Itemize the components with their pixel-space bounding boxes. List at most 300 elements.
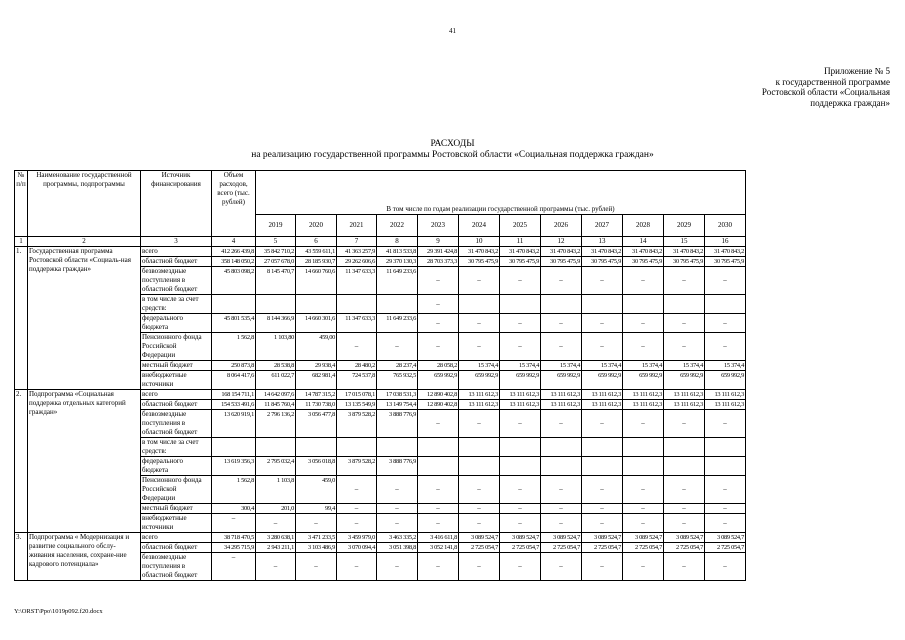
year-value: 11 845 760,4: [256, 400, 296, 410]
year-value: 28 480,2: [337, 361, 377, 371]
year-value: 3 089 524,7: [705, 533, 746, 543]
year-value: –: [705, 333, 746, 361]
column-number: 16: [705, 237, 746, 247]
year-value: –: [705, 476, 746, 504]
year-value: [337, 438, 377, 457]
year-value: –: [377, 553, 418, 581]
year-value: 29 391 424,8: [418, 247, 459, 257]
year-value: 30 795 475,9: [664, 257, 705, 267]
header-year: 2022: [377, 215, 418, 237]
year-value: 35 842 710,2: [256, 247, 296, 257]
year-value: –: [418, 553, 459, 581]
year-value: 30 795 475,9: [582, 257, 623, 267]
year-value: 27 057 678,0: [256, 257, 296, 267]
year-value: 659 992,9: [705, 371, 746, 390]
year-value: 13 111 612,3: [582, 400, 623, 410]
year-value: 28 538,8: [256, 361, 296, 371]
column-number: 5: [256, 237, 296, 247]
year-value: 3 280 638,1: [256, 533, 296, 543]
column-number: 11: [500, 237, 541, 247]
header-year: 2030: [705, 215, 746, 237]
year-value: 659 992,9: [459, 371, 500, 390]
funding-source: в том числе за счет средств:: [141, 438, 212, 457]
year-value: –: [337, 333, 377, 361]
year-value: –: [623, 553, 664, 581]
column-number: 3: [141, 237, 212, 247]
year-value: 30 795 475,9: [541, 257, 582, 267]
year-value: 11 649 233,6: [377, 314, 418, 333]
year-value: 13 111 612,3: [623, 400, 664, 410]
page-number: 41: [449, 27, 456, 35]
appendix-line: поддержка граждан»: [810, 97, 890, 108]
header-num: № п/п: [15, 171, 28, 237]
year-value: –: [705, 514, 746, 533]
year-value: –: [459, 314, 500, 333]
year-value: –: [459, 333, 500, 361]
year-value: –: [337, 553, 377, 581]
year-value: 31 470 843,2: [500, 247, 541, 257]
year-value: –: [664, 410, 705, 438]
year-value: –: [705, 267, 746, 295]
year-value: [459, 457, 500, 476]
funding-source: всего: [141, 247, 212, 257]
year-value: [664, 438, 705, 457]
expenses-table: [14, 170, 746, 581]
year-value: [582, 438, 623, 457]
document-title: [0, 139, 905, 161]
year-value: 13 111 612,3: [705, 390, 746, 400]
header-year: 2028: [623, 215, 664, 237]
year-value: 3 052 141,8: [418, 543, 459, 553]
year-value: 14 642 097,6: [256, 390, 296, 400]
year-value: –: [541, 333, 582, 361]
year-value: 30 795 475,9: [623, 257, 664, 267]
year-value: 8 144 366,9: [256, 314, 296, 333]
year-value: 2 795 032,4: [256, 457, 296, 476]
year-value: 15 374,4: [500, 361, 541, 371]
total-value: 34 295 715,9: [212, 543, 256, 553]
year-value: –: [541, 514, 582, 533]
year-value: [664, 295, 705, 314]
year-value: –: [541, 553, 582, 581]
funding-source: Пенсионного фонда Российской Федерации: [141, 333, 212, 361]
total-value: 13 620 919,1: [212, 410, 256, 438]
year-value: 3 103 486,9: [296, 543, 337, 553]
year-value: –: [541, 476, 582, 504]
year-value: –: [582, 267, 623, 295]
year-value: 13 111 612,3: [664, 400, 705, 410]
year-value: 13 111 612,3: [664, 390, 705, 400]
total-value: 45 801 535,4: [212, 314, 256, 333]
appendix-block: [690, 66, 890, 108]
year-value: 3 471 233,5: [296, 533, 337, 543]
year-value: 14 660 760,6: [296, 267, 337, 295]
year-value: 2 725 054,7: [459, 543, 500, 553]
funding-source: безвозмездные поступления в областной бюджет: [141, 410, 212, 438]
year-value: –: [500, 504, 541, 514]
year-value: –: [256, 553, 296, 581]
row-number: 2.: [15, 390, 28, 533]
year-value: 3 089 524,7: [664, 533, 705, 543]
year-value: –: [500, 476, 541, 504]
year-value: –: [418, 267, 459, 295]
year-value: 3 879 528,2: [337, 410, 377, 438]
year-value: [623, 295, 664, 314]
year-value: 30 795 475,9: [500, 257, 541, 267]
year-value: 3 888 776,9: [377, 457, 418, 476]
column-number: 14: [623, 237, 664, 247]
year-value: 13 111 612,3: [500, 400, 541, 410]
year-value: [418, 438, 459, 457]
year-value: 2 725 054,7: [705, 543, 746, 553]
funding-source: всего: [141, 390, 212, 400]
year-value: 31 470 843,2: [459, 247, 500, 257]
year-value: –: [418, 504, 459, 514]
header-year: 2025: [500, 215, 541, 237]
year-value: 15 374,4: [705, 361, 746, 371]
title-subline: на реализацию государственной программы Ростовской области «Социальная поддержка граждан»: [251, 150, 654, 160]
year-value: 11 347 633,3: [337, 267, 377, 295]
year-value: –: [623, 333, 664, 361]
year-value: 13 111 612,3: [541, 390, 582, 400]
year-value: –: [541, 314, 582, 333]
year-value: 43 559 611,1: [296, 247, 337, 257]
year-value: –: [582, 504, 623, 514]
year-value: 659 992,9: [623, 371, 664, 390]
year-value: 459,0: [296, 476, 337, 504]
year-value: 17 038 531,3: [377, 390, 418, 400]
year-value: [582, 457, 623, 476]
year-value: 2 796 136,2: [256, 410, 296, 438]
year-value: –: [623, 514, 664, 533]
year-value: [541, 295, 582, 314]
funding-source: внебюджетные источники: [141, 371, 212, 390]
year-value: –: [664, 314, 705, 333]
table-row: [15, 390, 746, 400]
year-value: [296, 438, 337, 457]
header-total: Объем расходов, всего (тыс. рублей): [212, 171, 256, 237]
year-value: –: [582, 514, 623, 533]
funding-source: местный бюджет: [141, 361, 212, 371]
year-value: 459,00: [296, 333, 337, 361]
year-value: –: [500, 267, 541, 295]
year-value: –: [623, 504, 664, 514]
year-value: 13 111 612,3: [705, 400, 746, 410]
program-name: Государственная программа Ростовской области «Социаль-ная поддержка граждан»: [28, 247, 141, 390]
year-value: 11 649 233,6: [377, 267, 418, 295]
year-value: 3 416 611,8: [418, 533, 459, 543]
year-value: 30 795 475,9: [459, 257, 500, 267]
year-value: 659 992,9: [418, 371, 459, 390]
total-value: 300,4: [212, 504, 256, 514]
year-value: [337, 295, 377, 314]
year-value: 15 374,4: [541, 361, 582, 371]
year-value: 659 992,9: [582, 371, 623, 390]
funding-source: областной бюджет: [141, 543, 212, 553]
year-value: –: [582, 410, 623, 438]
total-value: [212, 295, 256, 314]
year-value: –: [418, 314, 459, 333]
year-value: –: [296, 514, 337, 533]
year-value: 3 879 528,2: [337, 457, 377, 476]
year-value: –: [623, 314, 664, 333]
year-value: [500, 438, 541, 457]
year-value: 611 022,7: [256, 371, 296, 390]
year-value: –: [541, 504, 582, 514]
year-value: –: [459, 504, 500, 514]
column-number: 15: [664, 237, 705, 247]
year-value: 30 795 475,9: [705, 257, 746, 267]
year-value: –: [664, 333, 705, 361]
year-value: –: [377, 504, 418, 514]
year-value: 3 056 018,8: [296, 457, 337, 476]
year-value: [377, 438, 418, 457]
total-value: 412 266 439,8: [212, 247, 256, 257]
header-source: Источник финансирования: [141, 171, 212, 237]
total-value: 154 533 491,6: [212, 400, 256, 410]
year-value: 682 981,4: [296, 371, 337, 390]
funding-source: местный бюджет: [141, 504, 212, 514]
year-value: –: [337, 514, 377, 533]
year-value: –: [418, 514, 459, 533]
year-value: [377, 295, 418, 314]
year-value: 3 051 398,8: [377, 543, 418, 553]
year-value: 31 470 843,2: [541, 247, 582, 257]
year-value: 31 470 843,2: [623, 247, 664, 257]
year-value: [459, 438, 500, 457]
column-number: 6: [296, 237, 337, 247]
header-years-group: В том числе по годам реализации государственной программы (тыс. рублей): [256, 171, 746, 215]
year-value: –: [377, 514, 418, 533]
column-number: 2: [28, 237, 141, 247]
year-value: –: [459, 410, 500, 438]
header-name: Наименование государственной программы, подпрограммы: [28, 171, 141, 237]
column-number: 7: [337, 237, 377, 247]
total-value: 45 803 098,2: [212, 267, 256, 295]
year-value: –: [582, 333, 623, 361]
year-value: 13 149 754,4: [377, 400, 418, 410]
year-value: 15 374,4: [623, 361, 664, 371]
total-value: –: [212, 553, 256, 581]
year-value: 659 992,9: [664, 371, 705, 390]
year-value: –: [418, 476, 459, 504]
year-value: –: [459, 514, 500, 533]
total-value: 358 148 050,2: [212, 257, 256, 267]
year-value: –: [377, 476, 418, 504]
program-name: Подпрограмма «Социальная поддержка отдельных категорий граждан»: [28, 390, 141, 533]
program-name: Подпрограмма « Модернизация и развитие социального обслу-живания населения, сохране-ние кадрового потенциала»: [28, 533, 141, 581]
year-value: 2 725 054,7: [541, 543, 582, 553]
year-value: –: [377, 333, 418, 361]
header-year: 2027: [582, 215, 623, 237]
year-value: 13 111 612,3: [500, 390, 541, 400]
year-value: –: [500, 514, 541, 533]
year-value: 15 374,4: [459, 361, 500, 371]
year-value: 14 660 301,6: [296, 314, 337, 333]
year-value: 11 730 738,0: [296, 400, 337, 410]
year-value: –: [664, 514, 705, 533]
year-value: 31 470 843,2: [664, 247, 705, 257]
column-number: 1: [15, 237, 28, 247]
year-value: 13 111 612,3: [459, 400, 500, 410]
year-value: –: [582, 314, 623, 333]
column-number: 13: [582, 237, 623, 247]
total-value: 13 619 356,3: [212, 457, 256, 476]
year-value: 41 363 257,9: [337, 247, 377, 257]
year-value: [541, 438, 582, 457]
header-year: 2029: [664, 215, 705, 237]
funding-source: внебюджетные источники: [141, 514, 212, 533]
year-value: 8 145 470,7: [256, 267, 296, 295]
year-value: 29 938,4: [296, 361, 337, 371]
year-value: [296, 295, 337, 314]
header-year: 2023: [418, 215, 459, 237]
funding-source: федерального бюджета: [141, 457, 212, 476]
year-value: –: [664, 504, 705, 514]
year-value: 659 992,9: [500, 371, 541, 390]
column-number: 4: [212, 237, 256, 247]
year-value: 3 089 524,7: [541, 533, 582, 543]
year-value: [500, 457, 541, 476]
year-value: 3 070 094,4: [337, 543, 377, 553]
year-value: 13 111 612,3: [541, 400, 582, 410]
year-value: 31 470 843,2: [582, 247, 623, 257]
year-value: 3 089 524,7: [459, 533, 500, 543]
year-value: 29 262 606,6: [337, 257, 377, 267]
year-value: 28 703 373,3: [418, 257, 459, 267]
total-value: 1 562,8: [212, 333, 256, 361]
column-number: 8: [377, 237, 418, 247]
funding-source: всего: [141, 533, 212, 543]
year-value: [705, 457, 746, 476]
year-value: 2 725 054,7: [582, 543, 623, 553]
year-value: –: [664, 476, 705, 504]
year-value: 1 103,8: [256, 476, 296, 504]
row-number: 3.: [15, 533, 28, 581]
year-value: –: [664, 553, 705, 581]
total-value: [212, 438, 256, 457]
year-value: [256, 295, 296, 314]
year-value: –: [705, 553, 746, 581]
total-value: 38 718 470,5: [212, 533, 256, 543]
year-value: –: [337, 504, 377, 514]
year-value: 31 470 843,2: [705, 247, 746, 257]
year-value: 3 089 524,7: [623, 533, 664, 543]
year-value: [664, 457, 705, 476]
year-value: 765 932,5: [377, 371, 418, 390]
year-value: [459, 295, 500, 314]
title-line: РАСХОДЫ: [430, 139, 475, 149]
year-value: [705, 295, 746, 314]
year-value: –: [582, 553, 623, 581]
year-value: [541, 457, 582, 476]
year-value: 13 111 612,3: [623, 390, 664, 400]
year-value: 659 992,9: [541, 371, 582, 390]
year-value: –: [296, 553, 337, 581]
year-value: 12 890 402,8: [418, 400, 459, 410]
year-value: 2 725 054,7: [623, 543, 664, 553]
year-value: –: [582, 476, 623, 504]
year-value: –: [500, 410, 541, 438]
total-value: –: [212, 514, 256, 533]
funding-source: федерального бюджета: [141, 314, 212, 333]
year-value: 28 185 930,7: [296, 257, 337, 267]
year-value: –: [541, 410, 582, 438]
appendix-line: к государственной программе: [775, 76, 890, 87]
year-value: –: [256, 514, 296, 533]
column-number: 10: [459, 237, 500, 247]
funding-source: областной бюджет: [141, 400, 212, 410]
appendix-line: Приложение № 5: [824, 66, 890, 76]
year-value: –: [500, 314, 541, 333]
funding-source: безвозмездные поступления в областной бюджет: [141, 267, 212, 295]
header-year: 2020: [296, 215, 337, 237]
year-value: –: [500, 553, 541, 581]
table-row: [15, 533, 746, 543]
row-number: 1.: [15, 247, 28, 390]
year-value: –: [418, 333, 459, 361]
year-value: 29 370 130,3: [377, 257, 418, 267]
year-value: 201,0: [256, 504, 296, 514]
total-value: 1 562,8: [212, 476, 256, 504]
year-value: 3 089 524,7: [500, 533, 541, 543]
table-row: [15, 247, 746, 257]
year-value: 2 943 211,1: [256, 543, 296, 553]
year-value: 1 103,80: [256, 333, 296, 361]
funding-source: областной бюджет: [141, 257, 212, 267]
year-value: [623, 438, 664, 457]
year-value: 13 111 612,3: [459, 390, 500, 400]
header-year: 2024: [459, 215, 500, 237]
year-value: –: [337, 476, 377, 504]
funding-source: безвозмездные поступления в областной бюджет: [141, 553, 212, 581]
year-value: [256, 438, 296, 457]
funding-source: в том числе за счет средств:: [141, 295, 212, 314]
year-value: 13 111 612,3: [582, 390, 623, 400]
year-value: –: [500, 333, 541, 361]
year-value: –: [459, 476, 500, 504]
header-year: 2026: [541, 215, 582, 237]
total-value: 168 154 711,1: [212, 390, 256, 400]
year-value: –: [623, 267, 664, 295]
column-number: 9: [418, 237, 459, 247]
year-value: –: [459, 267, 500, 295]
year-value: 11 347 633,3: [337, 314, 377, 333]
year-value: 15 374,4: [582, 361, 623, 371]
header-year: 2019: [256, 215, 296, 237]
year-value: –: [418, 295, 459, 314]
year-value: 14 787 315,2: [296, 390, 337, 400]
year-value: –: [664, 267, 705, 295]
year-value: 17 015 078,1: [337, 390, 377, 400]
year-value: 3 888 776,9: [377, 410, 418, 438]
header-year: 2021: [337, 215, 377, 237]
year-value: –: [541, 267, 582, 295]
year-value: 41 813 533,8: [377, 247, 418, 257]
year-value: –: [623, 410, 664, 438]
column-number: 12: [541, 237, 582, 247]
year-value: 3 463 335,2: [377, 533, 418, 543]
year-value: –: [459, 553, 500, 581]
year-value: 28 237,4: [377, 361, 418, 371]
appendix-line: Ростовской области «Социальная: [761, 87, 890, 97]
year-value: 12 890 402,8: [418, 390, 459, 400]
file-path-footer: Y:\ORST\Ppo\1019p092.f20.docx: [14, 608, 103, 615]
year-value: –: [705, 410, 746, 438]
total-value: 8 064 417,6: [212, 371, 256, 390]
year-value: 3 089 524,7: [582, 533, 623, 543]
total-value: 250 873,8: [212, 361, 256, 371]
